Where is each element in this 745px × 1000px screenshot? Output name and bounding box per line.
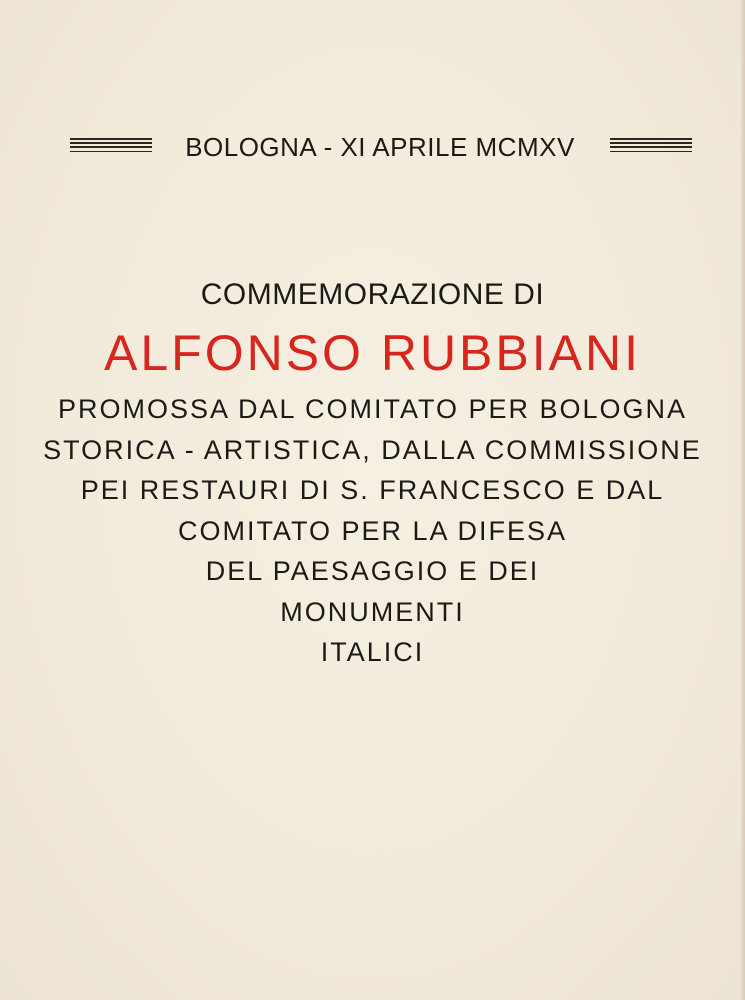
promoters-line-5: DEL PAESAGGIO E DEI <box>205 556 540 586</box>
right-rule-ornament <box>610 138 692 152</box>
header <box>0 130 745 164</box>
promoters-line-4: COMITATO PER LA DIFESA <box>177 515 568 546</box>
date-line: BOLOGNA - XI APRILE MCMXV <box>185 132 575 162</box>
promoters-line-6: MONUMENTI <box>280 596 465 627</box>
promoters-line-7: ITALICI <box>320 637 425 667</box>
honoree-name: ALFONSO RUBBIANI <box>104 325 641 381</box>
promoters-line-2: STORICA - ARTISTICA, DALLA COMMISSIONE <box>43 434 702 465</box>
commemoration-title: COMMEMORAZIONE DI <box>200 278 545 311</box>
left-rule-ornament <box>70 138 152 152</box>
main-text-block <box>0 275 745 673</box>
promoters-line-3: PEI RESTAURI DI S. FRANCESCO E DAL <box>80 475 665 505</box>
promoters-line-1: PROMOSSA DAL COMITATO PER BOLOGNA <box>57 394 688 424</box>
promoters-text <box>0 389 745 673</box>
